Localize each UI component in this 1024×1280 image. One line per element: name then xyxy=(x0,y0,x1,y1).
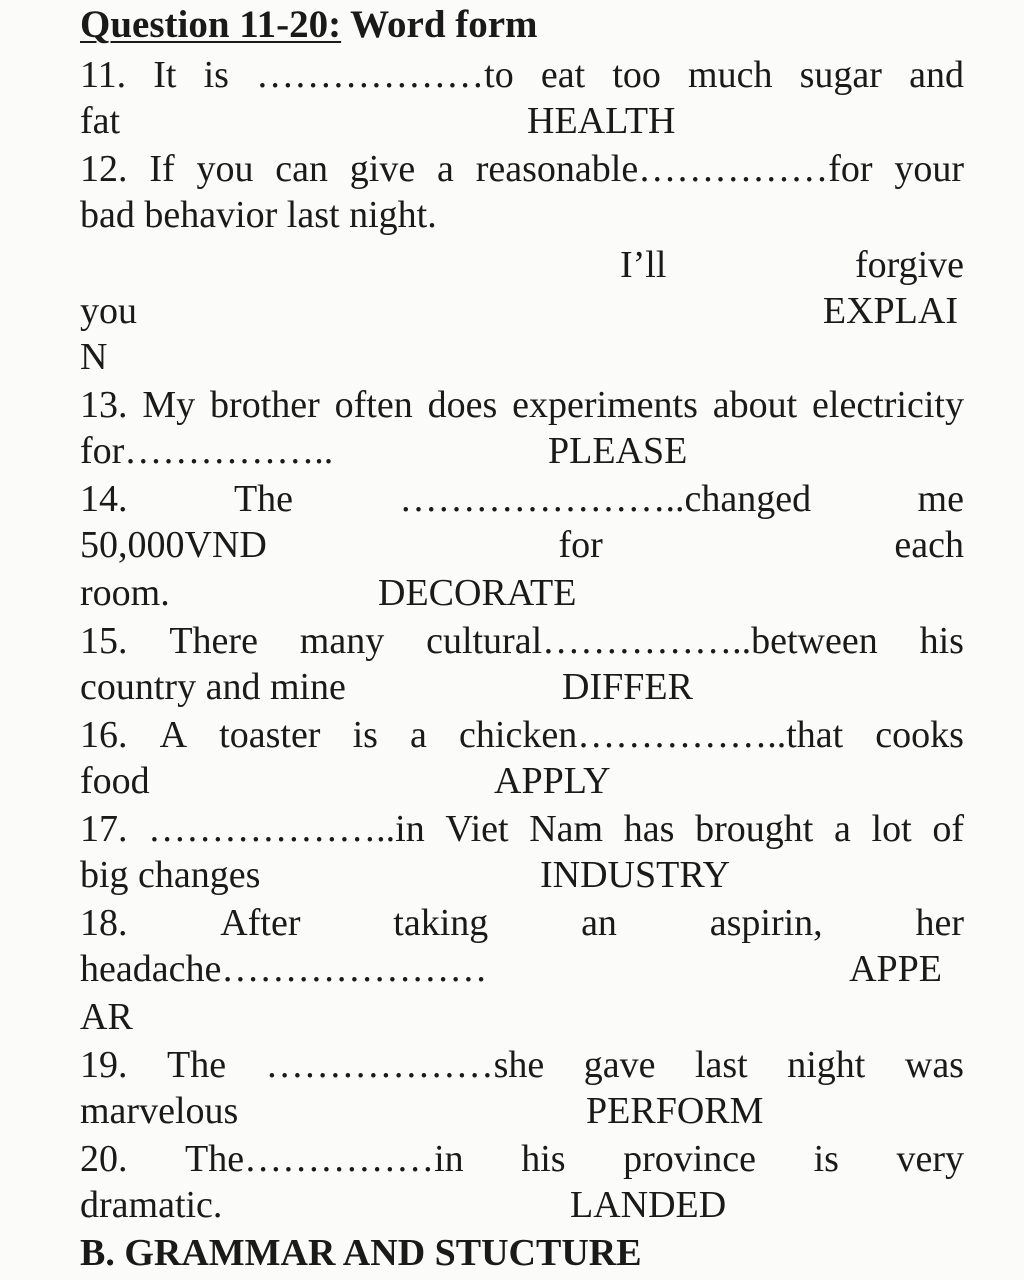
question-14-keyword: DECORATE xyxy=(378,572,577,614)
question-17-line-1: 17. ………………..in Viet Nam has brought a lot of xyxy=(80,808,964,850)
question-11-line-2: fat HEALTH xyxy=(80,100,676,142)
question-19-line-2: marvelous PERFORM xyxy=(80,1090,764,1132)
question-20-line-2: dramatic. LANDED xyxy=(80,1184,727,1226)
question-15-keyword: DIFFER xyxy=(562,666,693,708)
question-13-line-1: 13. My brother often does experiments about electricity xyxy=(80,384,964,426)
question-20-line-1: 20. The……………in his province is very xyxy=(80,1138,964,1180)
question-14-line-1: 14. The …………………..changed me xyxy=(80,478,964,520)
question-12-line-5: N xyxy=(80,336,108,378)
question-19-line-1: 19. The ………………she gave last night was xyxy=(80,1044,964,1086)
question-12-line-2: bad behavior last night. xyxy=(80,194,437,236)
question-16-line-1: 16. A toaster is a chicken……………..that cooks xyxy=(80,714,964,756)
question-18-keyword: APPE xyxy=(849,948,942,990)
question-11-line-1: 11. It is ………………to eat too much sugar and xyxy=(80,54,964,96)
section-heading: B. GRAMMAR AND STUCTURE xyxy=(80,1232,642,1274)
question-13-keyword: PLEASE xyxy=(548,430,688,472)
question-17-keyword: INDUSTRY xyxy=(540,854,731,896)
question-18-line-2: headache………………… APPE xyxy=(80,948,942,990)
question-12-keyword: EXPLAI xyxy=(822,290,958,332)
question-19-keyword: PERFORM xyxy=(586,1090,764,1132)
question-20-keyword: LANDED xyxy=(570,1184,727,1226)
question-16-keyword: APPLY xyxy=(494,760,611,802)
question-15-line-1: 15. There many cultural……………..between his xyxy=(80,620,964,662)
question-13-line-2: for…………….. PLEASE xyxy=(80,430,688,472)
title-text: Word form xyxy=(350,3,538,46)
question-18-line-1: 18. After taking an aspirin, her xyxy=(80,902,964,944)
question-14-line-2: 50,000VND for each xyxy=(80,524,964,566)
question-12-line-1: 12. If you can give a reasonable……………for your xyxy=(80,148,964,190)
question-17-line-2: big changes INDUSTRY xyxy=(80,854,731,896)
question-15-line-2: country and mine DIFFER xyxy=(80,666,693,708)
question-14-line-3: room. DECORATE xyxy=(80,572,577,614)
page-title xyxy=(80,2,964,48)
worksheet-page: Question 11-20: Word form 11. It is ………………to eat too much sugar and fat HEALTH 12. If you can give a reasonable……………for your bad behavior last night. I’ll forgive you EXPLAI N 13. My brother often does experiments about electricity for…………….. PLEASE 14. The …………………..changed me 50,000VND for each room. DECORATE 15. There many cultural……………..between his country and mine DIFFER 16. A toaster is a chicken……………..that cooks food APPLY 17. ………………..in Viet Nam has brought a lot of big changes INDUSTRY 18. After taking an aspirin, her headache………………… APPE AR 19. The ………………she gave last night was marvelous PERFORM 20. The……………in his province is very dramatic. LANDED B. GRAMMAR AND STUCTURE xyxy=(80,3,964,1274)
title-label: Question 11-20: xyxy=(80,3,342,46)
question-18-line-3: AR xyxy=(80,996,133,1038)
question-11-keyword: HEALTH xyxy=(527,100,676,142)
question-16-line-2: food APPLY xyxy=(80,760,611,802)
question-12-line-4: you EXPLAI xyxy=(80,290,958,332)
